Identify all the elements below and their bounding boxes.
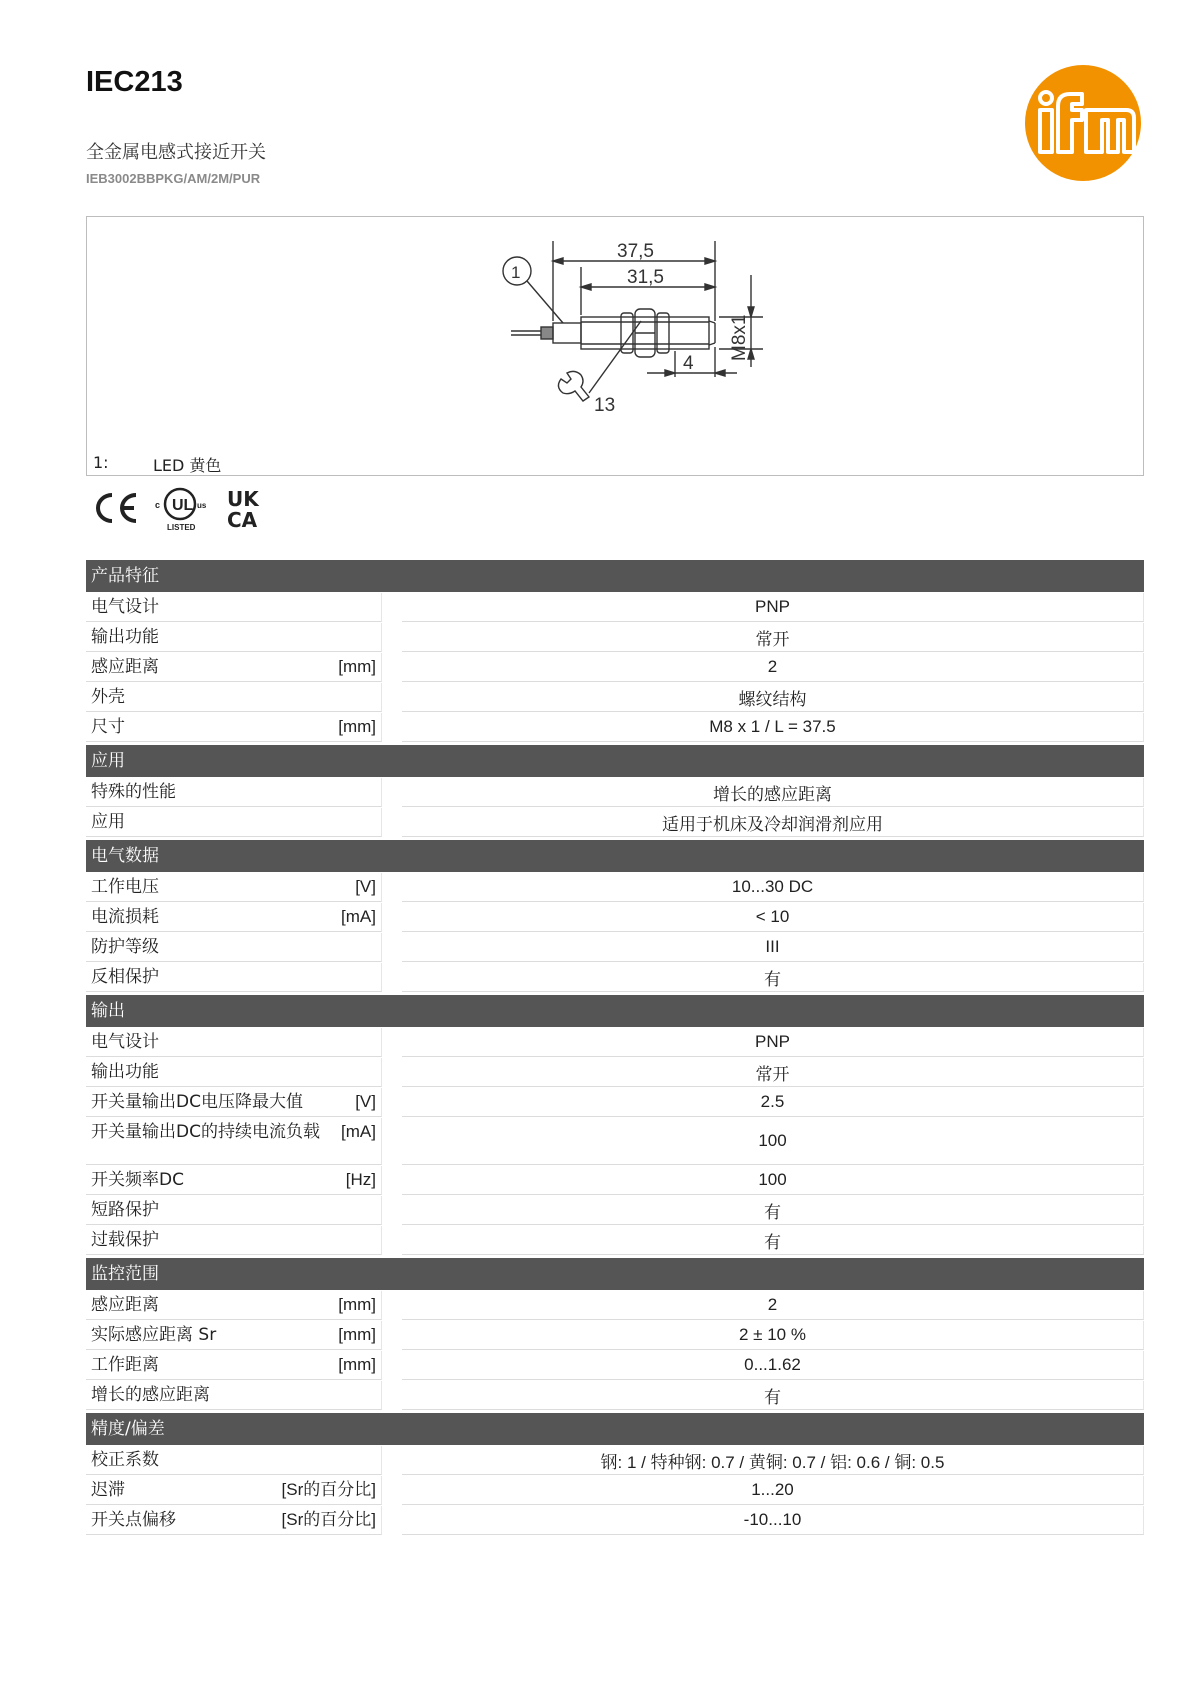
spec-row [86,1351,1144,1380]
spec-unit: [mA] [341,907,376,926]
spec-label: 输出功能 [91,1062,159,1082]
spec-value: 钢: 1 / 特种钢: 0.7 / 黄铜: 0.7 / 铝: 0.6 / 铜: 0.5 [402,1446,1144,1475]
dim-thread-label: M8x1 [729,314,750,361]
spec-label: 应用 [91,812,125,832]
spec-row [86,1476,1144,1505]
spec-label: 迟滞 [91,1480,125,1500]
spec-row [86,1506,1144,1535]
spec-value: 0...1.62 [402,1351,1144,1380]
specification-table [86,560,1144,1535]
dim-overall-label: 37,5 [617,241,654,262]
dim-wrench-label: 13 [594,395,616,416]
spec-value: 1...20 [402,1476,1144,1505]
spec-label-cell [86,1506,382,1535]
spec-value: 有 [402,1226,1144,1255]
spec-label-cell [86,1321,382,1350]
spec-label: 反相保护 [91,967,159,987]
spec-label: 防护等级 [91,937,159,957]
spec-label-cell [86,1476,382,1505]
spec-unit: [mm] [338,1295,376,1314]
spec-label-cell [86,1351,382,1380]
spec-label: 电气设计 [91,597,159,617]
spec-value: 2.5 [402,1088,1144,1117]
spec-label-cell [86,903,382,932]
spec-value: PNP [402,593,1144,622]
spec-label: 特殊的性能 [91,782,176,802]
spec-unit: [mm] [338,1355,376,1374]
spec-value: 有 [402,1196,1144,1225]
spec-label: 过载保护 [91,1230,159,1250]
part-number: IEB3002BBPKG/AM/2M/PUR [86,171,261,186]
spec-label-cell [86,593,382,622]
spec-row [86,1058,1144,1087]
spec-label-cell [86,778,382,807]
spec-label: 实际感应距离 Sr [91,1325,217,1345]
spec-row [86,1291,1144,1320]
spec-row [86,683,1144,712]
spec-value: 10...30 DC [402,873,1144,902]
spec-value: 螺纹结构 [402,683,1144,712]
spec-row [86,593,1144,622]
section-header: 精度/偏差 [86,1413,1144,1445]
callout-number: 1 [511,263,521,282]
spec-value: 100 [402,1166,1144,1195]
spec-label-cell [86,933,382,962]
spec-label: 电流损耗 [91,907,159,927]
spec-label: 尺寸 [91,717,125,737]
svg-text:CA: CA [227,508,258,530]
spec-label-cell [86,1118,382,1165]
spec-label: 校正系数 [91,1450,159,1470]
spec-value: 常开 [402,1058,1144,1087]
section-header: 产品特征 [86,560,1144,592]
spec-label-cell [86,1381,382,1410]
spec-row [86,623,1144,652]
svg-text:us: us [197,501,207,510]
spec-label: 工作距离 [91,1355,159,1375]
spec-value: 2 [402,653,1144,682]
spec-row [86,1446,1144,1475]
spec-row [86,1381,1144,1410]
spec-unit: [Sr的百分比] [281,1480,376,1499]
spec-label: 电气设计 [91,1032,159,1052]
spec-value: 常开 [402,623,1144,652]
spec-row [86,1321,1144,1350]
spec-label-cell [86,623,382,652]
spec-label: 感应距离 [91,657,159,677]
legend-number: 1: [93,453,109,472]
spec-row [86,1196,1144,1225]
spec-label-cell [86,713,382,742]
spec-value: III [402,933,1144,962]
spec-label-cell [86,1446,382,1475]
certification-marks [92,484,270,532]
spec-row [86,1166,1144,1195]
spec-row [86,1118,1144,1165]
spec-value: 有 [402,1381,1144,1410]
dim-body-label: 31,5 [627,267,664,288]
spec-label: 外壳 [91,687,125,707]
spec-label: 开关点偏移 [91,1510,176,1530]
spec-row [86,1028,1144,1057]
spec-label: 开关量输出DC电压降最大值 [91,1092,303,1112]
spec-value: 2 [402,1291,1144,1320]
spec-unit: [mA] [341,1122,376,1141]
legend-text: LED 黄色 [153,456,222,475]
spec-unit: [V] [355,1092,376,1111]
spec-value: 100 [402,1118,1144,1165]
spec-label-cell [86,1166,382,1195]
section-header: 输出 [86,995,1144,1027]
spec-label-cell [86,808,382,837]
culus-listed-mark [154,484,212,532]
ukca-mark [226,486,270,530]
spec-row [86,1088,1144,1117]
svg-text:UL: UL [172,497,194,514]
spec-row [86,933,1144,962]
ce-mark [92,491,140,525]
ifm-logo [1024,64,1142,182]
spec-row [86,713,1144,742]
spec-value: 有 [402,963,1144,992]
spec-row [86,778,1144,807]
spec-label-cell [86,653,382,682]
spec-row [86,808,1144,837]
product-subtitle: 全金属电感式接近开关 [86,142,266,163]
spec-value: -10...10 [402,1506,1144,1535]
spec-label: 开关量输出DC的持续电流负载 [91,1122,320,1142]
spec-label: 增长的感应距离 [91,1385,210,1405]
spec-unit: [V] [355,877,376,896]
spec-unit: [mm] [338,717,376,736]
spec-unit: [mm] [338,1325,376,1344]
spec-row [86,963,1144,992]
spec-label-cell [86,1196,382,1225]
spec-value: < 10 [402,903,1144,932]
spec-label: 输出功能 [91,627,159,647]
spec-label-cell [86,1088,382,1117]
spec-row [86,873,1144,902]
spec-label: 感应距离 [91,1295,159,1315]
svg-text:UK: UK [227,487,259,511]
spec-label-cell [86,1226,382,1255]
spec-row [86,1226,1144,1255]
spec-label-cell [86,873,382,902]
spec-value: M8 x 1 / L = 37.5 [402,713,1144,742]
sensor-dimension-drawing [87,217,1145,447]
spec-value: 增长的感应距离 [402,778,1144,807]
spec-value: PNP [402,1028,1144,1057]
spec-label-cell [86,1058,382,1087]
spec-unit: [Hz] [345,1170,376,1189]
section-header: 应用 [86,745,1144,777]
spec-label-cell [86,1291,382,1320]
spec-row [86,653,1144,682]
spec-label: 短路保护 [91,1200,159,1220]
spec-label-cell [86,683,382,712]
product-title: IEC213 [86,66,183,98]
spec-label-cell [86,963,382,992]
spec-label: 开关频率DC [91,1170,184,1190]
drawing-legend [93,453,221,476]
spec-value: 适用于机床及冷却润滑剂应用 [402,808,1144,837]
svg-text:c: c [155,500,161,510]
svg-text:LISTED: LISTED [167,523,196,532]
section-header: 电气数据 [86,840,1144,872]
spec-label: 工作电压 [91,877,159,897]
spec-unit: [mm] [338,657,376,676]
section-header: 监控范围 [86,1258,1144,1290]
dim-end-label: 4 [683,353,694,374]
dimension-drawing [86,216,1144,476]
spec-label-cell [86,1028,382,1057]
spec-row [86,903,1144,932]
spec-unit: [Sr的百分比] [281,1510,376,1529]
spec-value: 2 ± 10 % [402,1321,1144,1350]
